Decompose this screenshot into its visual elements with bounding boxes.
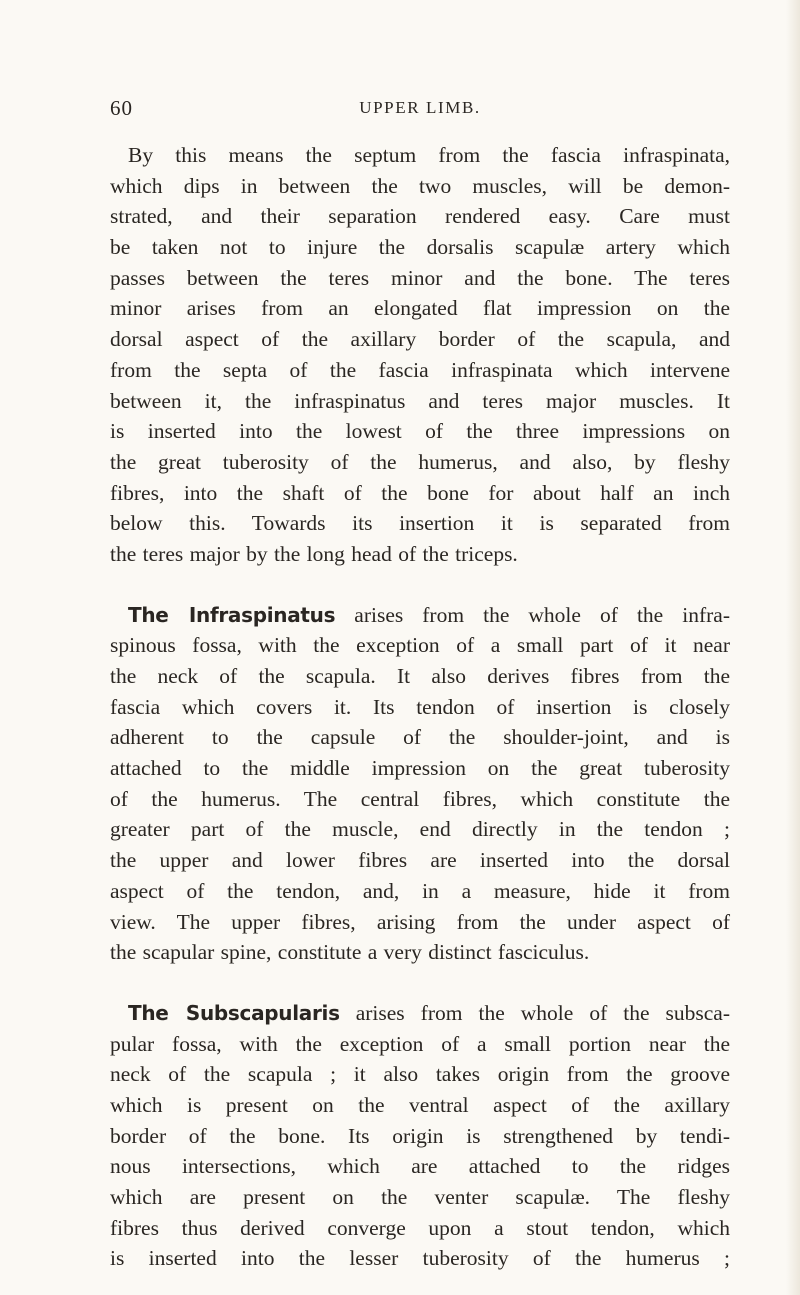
page-edge-shadow xyxy=(786,0,800,1295)
text-line: neck of the scapula ; it also takes origin from the groove xyxy=(110,1062,730,1087)
text-line: pular fossa, with the exception of a small portion near the xyxy=(110,1031,730,1056)
text-line: is inserted into the lesser tuberosity of the humerus ; xyxy=(110,1246,730,1271)
text-line: dorsal aspect of the axillary border of the scapula, and xyxy=(110,327,730,352)
text-line: spinous fossa, with the exception of a small part of it near xyxy=(110,633,730,658)
text-line: which dips in between the two muscles, will be demon- xyxy=(110,173,730,198)
text-line: border of the bone. Its origin is strengthened by tendi- xyxy=(110,1123,730,1148)
text-line: strated, and their separation rendered easy. Care must xyxy=(110,204,730,229)
text-fragment: arises from the whole of the subsca- xyxy=(339,1000,730,1025)
text-line: the teres major by the long head of the triceps. xyxy=(110,541,518,566)
text-line: nous intersections, which are attached to the ridges xyxy=(110,1154,730,1179)
text-line: the upper and lower fibres are inserted into the dorsal xyxy=(110,848,730,873)
text-line: is inserted into the lowest of the three impressions on xyxy=(110,419,730,444)
text-line: the great tuberosity of the humerus, and also, by fleshy xyxy=(110,449,730,474)
text-line: minor arises from an elongated flat impression on the xyxy=(110,296,730,321)
text-line: aspect of the tendon, and, in a measure, hide it from xyxy=(110,878,730,903)
text-fragment: arises from the whole of the infra- xyxy=(335,602,730,627)
text-line-with-heading xyxy=(110,600,730,631)
running-title: UPPER LIMB. xyxy=(359,98,481,117)
text-line: which are present on the venter scapulæ. The fleshy xyxy=(110,1185,730,1209)
text-line: adherent to the capsule of the shoulder-joint, and is xyxy=(110,725,730,750)
text-line-with-heading xyxy=(110,998,730,1029)
text-line: below this. Towards its insertion it is separated from xyxy=(110,511,730,536)
text-line: view. The upper fibres, arising from the under aspect of xyxy=(110,909,730,934)
section-heading-subscapularis: The Subscapularis xyxy=(128,1000,340,1025)
text-line: By this means the septum from the fascia infraspinata, xyxy=(128,143,730,167)
section-heading-infraspinatus: The Infraspinatus xyxy=(128,602,336,627)
text-line: fibres, into the shaft of the bone for about half an inch xyxy=(110,480,730,505)
text-line: between it, the infraspinatus and teres major muscles. It xyxy=(110,388,730,413)
body-text xyxy=(110,140,730,1274)
text-line: fascia which covers it. Its tendon of insertion is closely xyxy=(110,694,730,719)
running-head xyxy=(110,96,730,126)
text-line: be taken not to injure the dorsalis scapulæ artery which xyxy=(110,235,730,260)
text-line: fibres thus derived converge upon a stout tendon, which xyxy=(110,1215,730,1240)
text-line: which is present on the ventral aspect of the axillary xyxy=(110,1092,730,1117)
paragraph-infraspinatus xyxy=(110,600,730,968)
text-line: greater part of the muscle, end directly in the tendon ; xyxy=(110,817,730,842)
text-line: the neck of the scapula. It also derives fibres from the xyxy=(110,664,730,688)
text-line: attached to the middle impression on the great tuberosity xyxy=(110,756,730,781)
page-number: 60 xyxy=(110,96,133,120)
text-line: passes between the teres minor and the bone. The teres xyxy=(110,265,730,290)
paragraph-subscapularis xyxy=(110,998,730,1274)
text-line: of the humerus. The central fibres, which constitute the xyxy=(110,786,730,811)
paragraph-teres-minor xyxy=(110,140,730,570)
text-line: from the septa of the fascia infraspinata which intervene xyxy=(110,357,730,382)
text-line: the scapular spine, constitute a very distinct fasciculus. xyxy=(110,940,590,965)
